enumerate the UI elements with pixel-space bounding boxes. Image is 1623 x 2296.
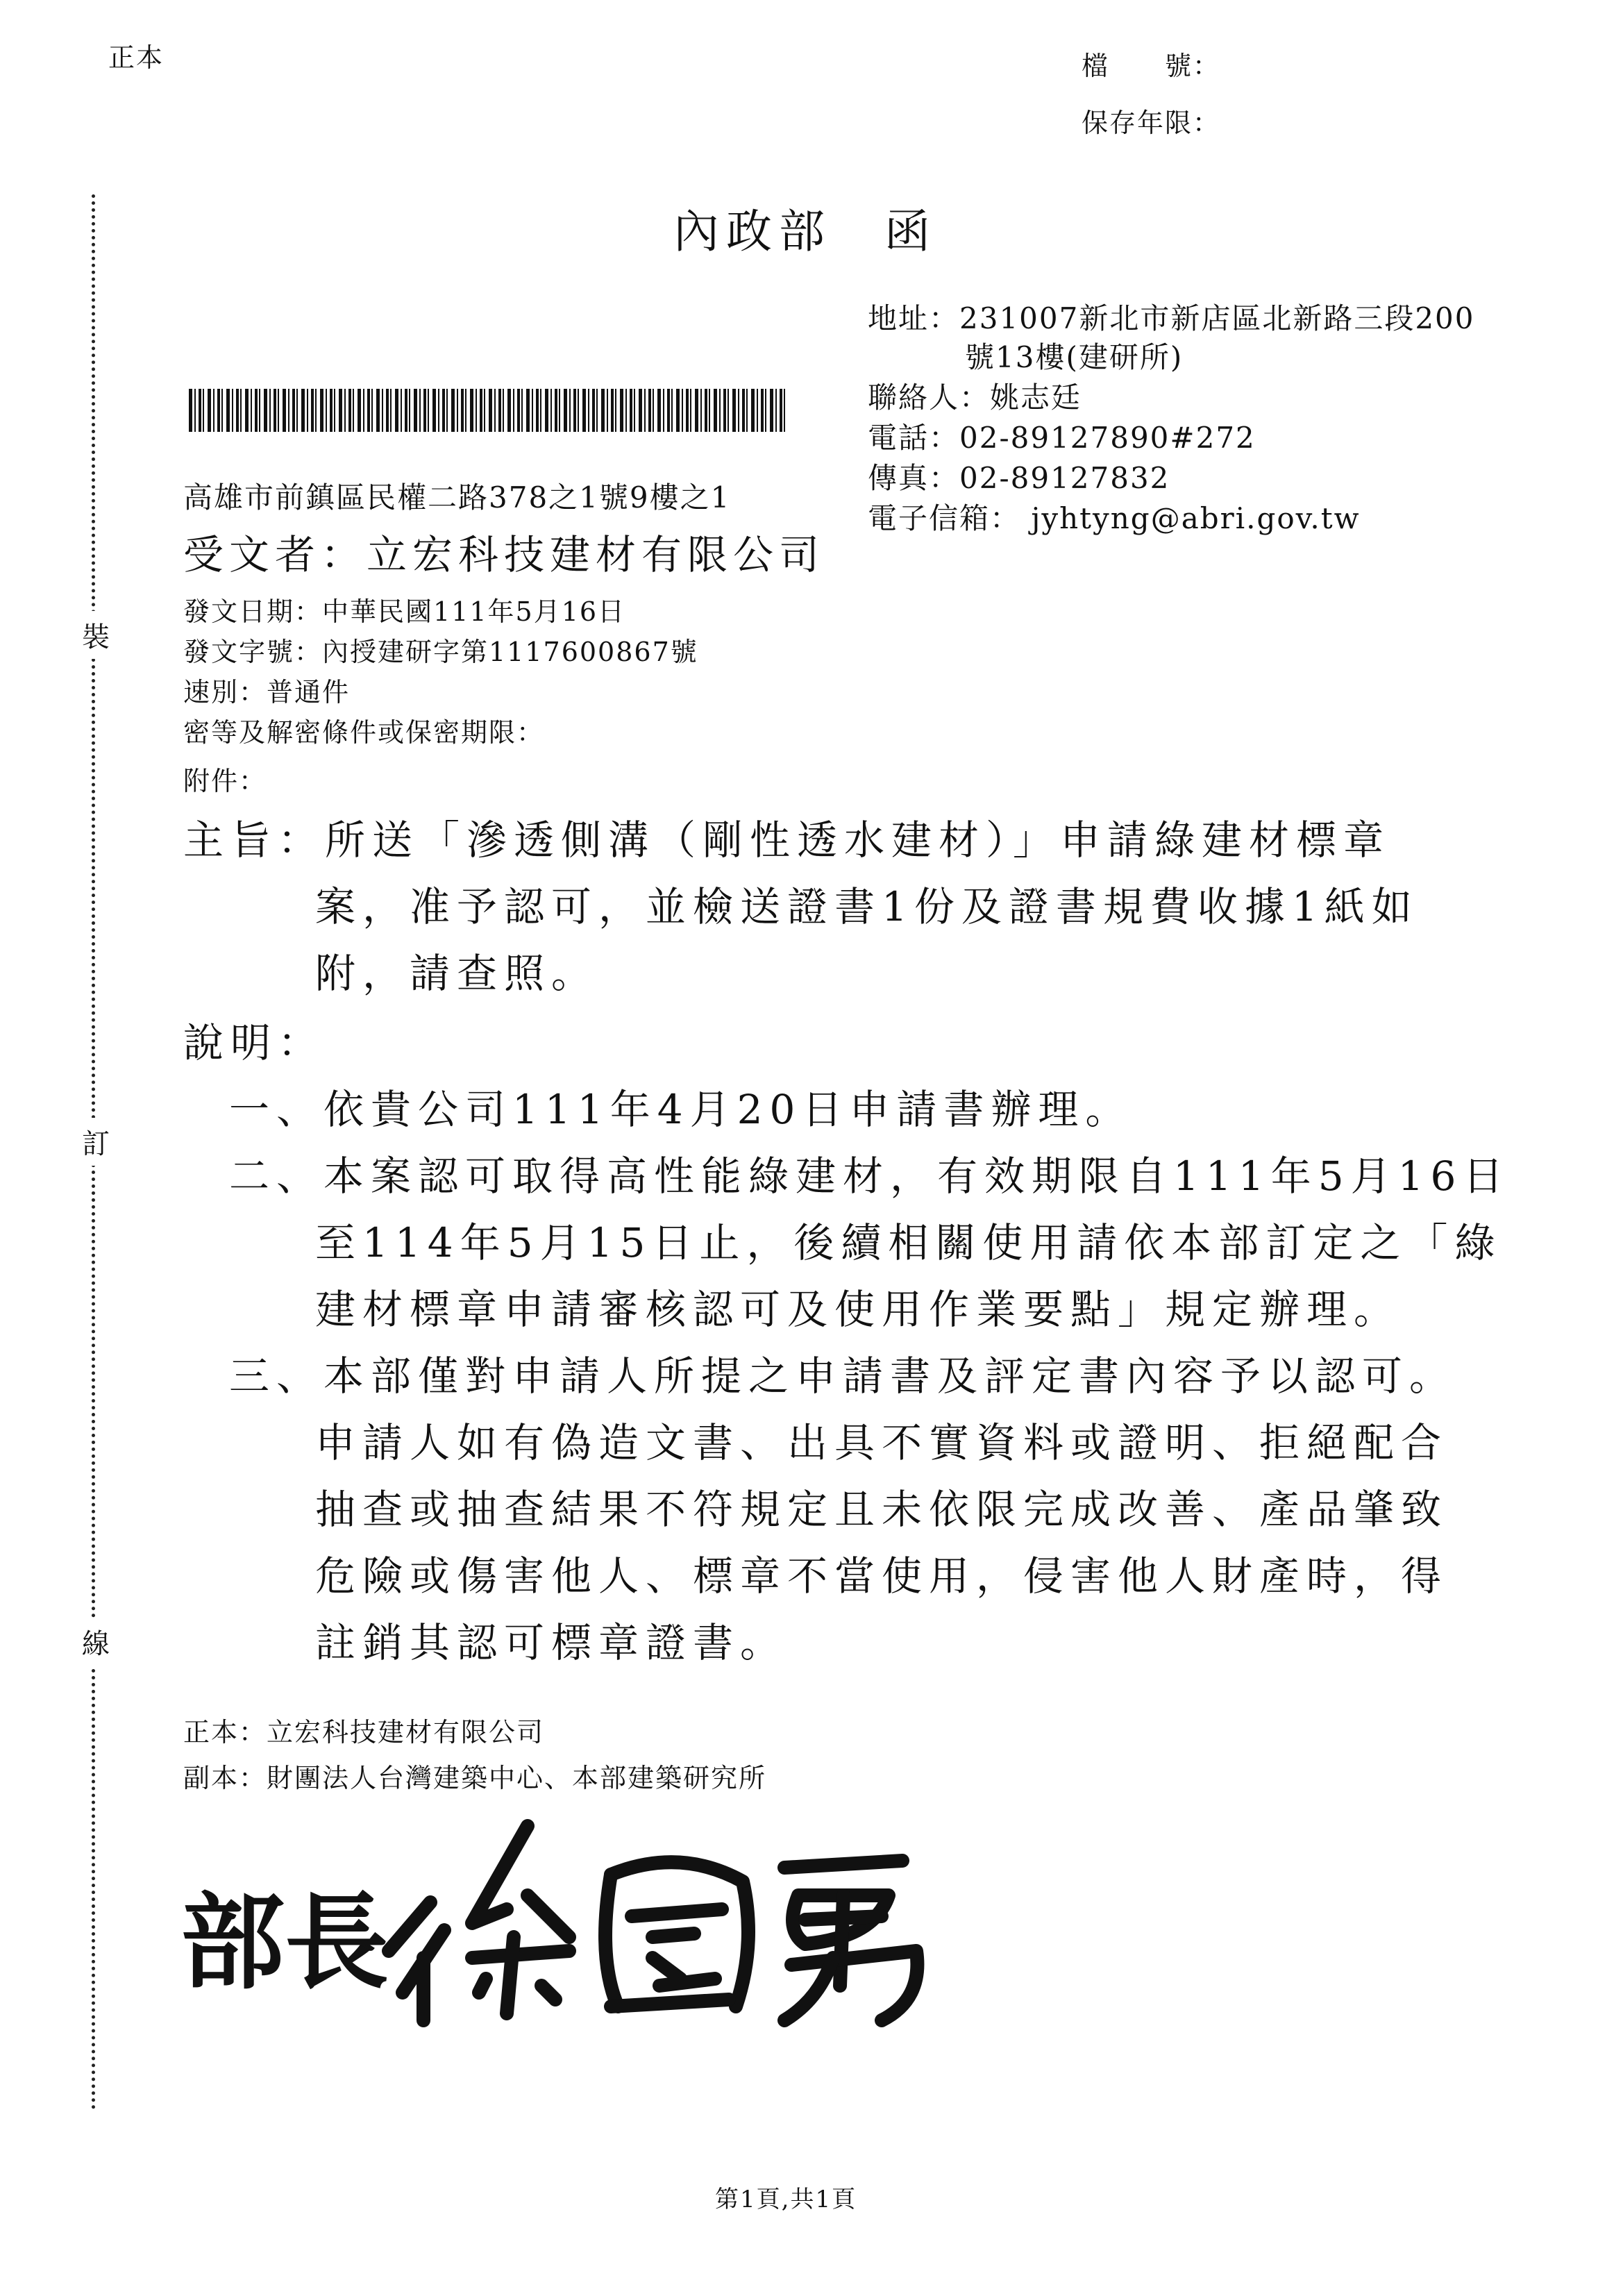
document-barcode xyxy=(189,389,786,432)
explanation-item-3-line-2: 申請人如有偽造文書、出具不實資料或證明、拒絕配合 xyxy=(315,1419,1449,1466)
explanation-item-2-line-1: 二、本案認可取得高性能綠建材，有效期限自111年5月16日 xyxy=(229,1153,1511,1200)
distribution-original: 正本：立宏科技建材有限公司 xyxy=(183,1717,545,1748)
sender-address-line2: 號13樓(建研所) xyxy=(965,340,1184,374)
sender-address-line1: 地址：231007新北市新店區北新路三段200 xyxy=(868,301,1475,335)
explanation-item-3-line-1: 三、本部僅對申請人所提之申請書及評定書內容予以認可。 xyxy=(229,1352,1457,1400)
page-number: 第1頁,共1頁 xyxy=(715,2186,857,2213)
binding-mark-ding: 訂 xyxy=(82,1118,110,1166)
file-number-label: 檔 號： xyxy=(1082,51,1221,81)
signature-handwriting xyxy=(389,1826,917,2020)
explanation-item-3-line-4: 危險或傷害他人、標章不當使用，侵害他人財產時，得 xyxy=(315,1552,1449,1600)
sender-fax: 傳真：02-89127832 xyxy=(868,461,1170,495)
copy-type-label: 正本 xyxy=(108,42,165,73)
binding-mark-xian: 線 xyxy=(82,1618,110,1666)
sender-contact: 聯絡人：姚志廷 xyxy=(868,380,1082,414)
distribution-copies: 副本：財團法人台灣建築中心、本部建築研究所 xyxy=(183,1763,767,1793)
subject-line-3: 附，請查照。 xyxy=(315,950,599,997)
binding-mark-zhuang: 裝 xyxy=(82,611,110,659)
recipient-name: 受文者：立宏科技建材有限公司 xyxy=(183,531,825,578)
signature-title: 部長 xyxy=(180,1882,389,2004)
secrecy-level: 密等及解密條件或保密期限： xyxy=(183,717,545,748)
explanation-item-3-line-3: 抽查或抽查結果不符規定且未依限完成改善、產品肇致 xyxy=(315,1486,1449,1533)
sender-email: 電子信箱： jyhtyng@abri.gov.tw xyxy=(868,501,1361,535)
explanation-item-2-line-2: 至114年5月15日止，後續相關使用請依本部訂定之「綠 xyxy=(315,1219,1502,1266)
recipient-address: 高雄市前鎮區民權二路378之1號9樓之1 xyxy=(183,480,731,514)
document-title: 內政部 函 xyxy=(673,205,937,258)
delivery-speed: 速別：普通件 xyxy=(183,677,351,707)
explanation-item-1: 一、依貴公司111年4月20日申請書辦理。 xyxy=(229,1086,1133,1133)
explanation-heading: 說明： xyxy=(183,1019,326,1066)
attachment-label: 附件： xyxy=(183,766,267,796)
explanation-item-3-line-5: 註銷其認可標章證書。 xyxy=(315,1619,788,1666)
subject-line-1: 主旨：所送「滲透側溝（剛性透水建材）」申請綠建材標章 xyxy=(183,816,1391,864)
subject-line-2: 案，准予認可，並檢送證書1份及證書規費收據1紙如 xyxy=(315,883,1419,930)
explanation-item-2-line-3: 建材標章申請審核認可及使用作業要點」規定辦理。 xyxy=(315,1286,1402,1333)
document-number: 發文字號：內授建研字第1117600867號 xyxy=(183,637,698,667)
minister-signature xyxy=(180,1819,958,2027)
sender-phone: 電話：02-89127890#272 xyxy=(868,421,1256,455)
issue-date: 發文日期：中華民國111年5月16日 xyxy=(183,596,626,627)
retention-period-label: 保存年限： xyxy=(1082,108,1221,138)
